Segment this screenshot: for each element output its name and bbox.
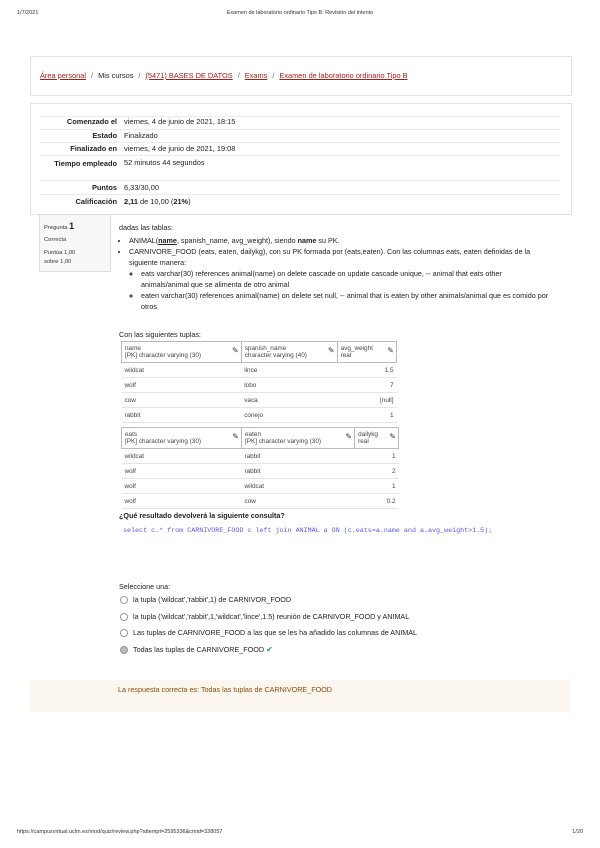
question-label: Pregunta <box>44 225 68 231</box>
summary-row-state: Estado Finalizado <box>40 129 560 143</box>
radio-selected-icon[interactable] <box>120 646 128 654</box>
column-header: name [PK] character varying (30) ✎ <box>122 342 242 363</box>
bullet-eats: ◦ eats varchar(30) references animal(name) on delete cascade on update cascade unique, -- animal that eats other animals/animal que se alimenta de otro animal <box>141 268 549 290</box>
correct-answer-feedback: La respuesta correcta es: Todas las tuplas de CARNIVORE_FOOD <box>30 680 570 712</box>
option-2[interactable]: la tupla ('wildcat','rabbit',1,'wildcat','lince',1.5) reunión de CARNIVOR_FOOD y ANIMAL <box>120 612 409 621</box>
table-row: wildcat rabbit 1 <box>122 449 399 464</box>
tuples-label: Con las siguientes tuplas: <box>119 330 201 339</box>
breadcrumb-exams-link[interactable]: Exams <box>244 71 268 80</box>
table-row: wolf lobo 7 <box>122 378 397 393</box>
breadcrumb-exam-link[interactable]: Examen de laboratorio ordinario Tipo B <box>279 71 408 80</box>
pencil-icon[interactable]: ✎ <box>232 346 239 355</box>
breadcrumb-course-link[interactable]: (5471) BASES DE DATOS <box>145 71 233 80</box>
radio-icon[interactable] <box>120 613 128 621</box>
pencil-icon[interactable]: ✎ <box>232 432 239 441</box>
table-row: wolf rabbit 2 <box>122 464 399 479</box>
pencil-icon[interactable]: ✎ <box>345 432 353 441</box>
bullet-eaten: ◦ eaten varchar(30) references animal(name) on delete set null, -- animal that is eaten by other animals/animal que es comido por otros <box>141 290 549 312</box>
check-icon: ✔ <box>266 645 273 654</box>
pencil-icon[interactable]: ✎ <box>327 346 335 355</box>
summary-row-grade: Calificación 2,11 de 10,00 (21%) <box>40 194 560 209</box>
pencil-icon[interactable]: ✎ <box>389 432 396 441</box>
print-date: 1/7/2021 <box>17 10 39 16</box>
column-header: avg_weight real ✎ <box>337 342 396 363</box>
breadcrumb: Área personal / Mis cursos / (5471) BASES DE DATOS / Exams / Examen de laboratorio ordinario Tipo B <box>40 71 408 80</box>
bullet-carnivore: • CARNIVORE_FOOD (eats, eaten, dailykg), con su PK formada por (eats,eaten). Con las columnas eats, eaten definidas de la siguiente manera: ◦ eats varchar(30) references animal(name) on delete cascade on update cascade unique, -- animal that eats other animals/animal que se alimenta de otro animal ◦ eaten varchar(30) references animal(name) on delete set null, -- animal that is eaten by other animals/animal que es comido por otros <box>129 246 549 312</box>
summary-row-points: Puntos 6,33/30,00 <box>40 180 560 195</box>
question-intro: dadas las tablas: <box>119 223 173 232</box>
radio-icon[interactable] <box>120 629 128 637</box>
table-row: wolf cow 0.2 <box>122 494 399 509</box>
options-label: Seleccione una: <box>119 582 171 591</box>
column-header: dailykg real ✎ <box>355 428 399 449</box>
breadcrumb-home-link[interactable]: Área personal <box>40 71 87 80</box>
table-row: cow vaca [null] <box>122 393 397 408</box>
table-row: wolf wildcat 1 <box>122 479 399 494</box>
animal-table <box>121 341 397 423</box>
option-1[interactable]: la tupla ('wildcat','rabbit',1) de CARNIVOR_FOOD <box>120 595 291 604</box>
print-page: 1/20 <box>572 829 583 835</box>
print-title: Examen de laboratorio ordinario Tipo B: Revisión del intento <box>226 10 374 16</box>
radio-icon[interactable] <box>120 596 128 604</box>
summary-row-finished: Finalizado en viernes, 4 de junio de 2021, 19:08 <box>40 142 560 156</box>
bullet-animal: • ANIMAL(name, spanish_name, avg_weight), siendo name su PK. <box>129 235 549 246</box>
table-header-row <box>122 342 397 363</box>
breadcrumb-courses: Mis cursos <box>98 71 134 80</box>
print-url: https://campusvirtual.uclm.es/mod/quiz/review.php?attempt=2595336&cmid=338057 <box>17 829 223 835</box>
carnivore-food-table <box>121 427 399 509</box>
table-header-row <box>122 428 399 449</box>
option-4[interactable]: Todas las tuplas de CARNIVORE_FOOD ✔ <box>120 645 273 654</box>
sql-query: select c.* from CARNIVORE_FOOD c left join ANIMAL a ON (c.eats=a.name and a.avg_weight>1.5); <box>123 527 493 535</box>
column-header: spanish_name character varying (40) ✎ <box>241 342 337 363</box>
question-number: 1 <box>69 221 75 231</box>
question-status: Correcta <box>44 237 67 243</box>
question-score: Puntúa 1,00 <box>44 250 76 256</box>
question-prompt: ¿Qué resultado devolverá la siguiente consulta? <box>119 511 285 520</box>
table-row: rabbit conejo 1 <box>122 408 397 423</box>
summary-row-started: Comenzado el viernes, 4 de junio de 2021, 18:15 <box>40 116 560 130</box>
summary-row-time: Tiempo empleado 52 minutos 44 segundos <box>40 155 560 181</box>
question-info <box>39 214 111 272</box>
pencil-icon[interactable]: ✎ <box>387 346 394 355</box>
question-text <box>119 222 549 312</box>
option-3[interactable]: Las tuplas de CARNIVORE_FOOD a las que se les ha añadido las columnas de ANIMAL <box>120 628 417 637</box>
column-header: eaten [PK] character varying (30) ✎ <box>242 428 355 449</box>
table-row: wildcat lince 1.5 <box>122 363 397 378</box>
question-score-max: sobre 1,00 <box>44 259 72 265</box>
column-header: eats [PK] character varying (30) ✎ <box>122 428 242 449</box>
